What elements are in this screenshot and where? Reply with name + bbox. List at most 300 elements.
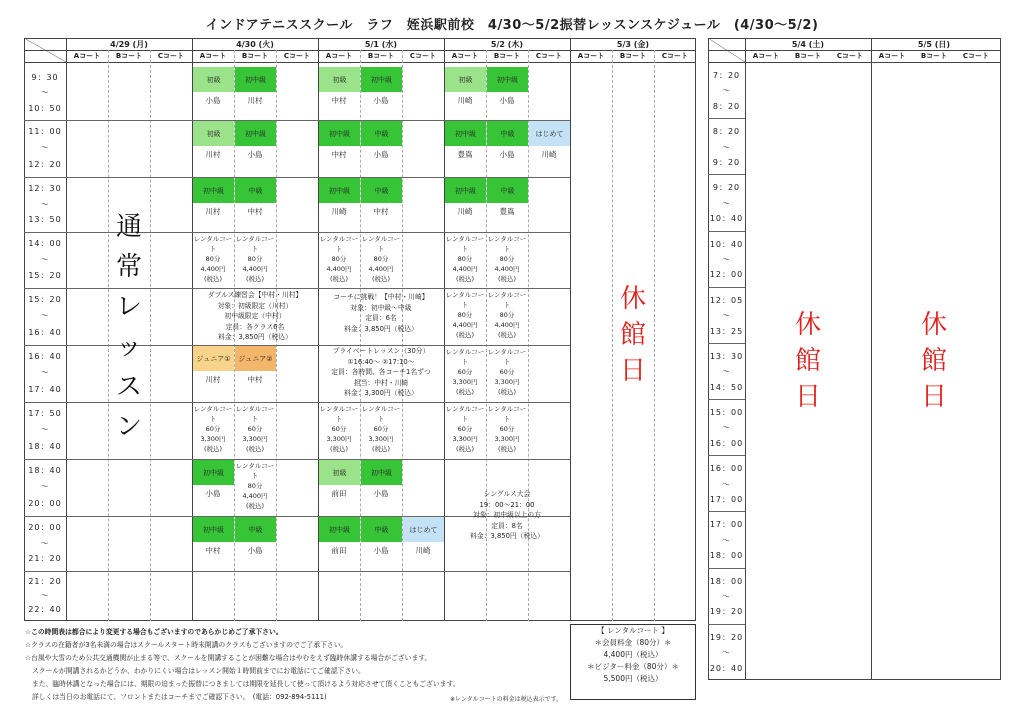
rental-text: ト bbox=[377, 415, 385, 423]
coach-name: 小島 bbox=[499, 96, 515, 105]
court-header: Cコート bbox=[409, 52, 437, 60]
time-text: ～ bbox=[40, 311, 50, 321]
level-cell: 初級 bbox=[193, 121, 234, 146]
time-slot bbox=[708, 180, 745, 236]
level-cell: 初中級 bbox=[193, 178, 234, 203]
time-text: ～ bbox=[40, 199, 50, 209]
level-cell: 初中級 bbox=[235, 121, 276, 146]
day-header: 5/4 (土) bbox=[791, 40, 825, 49]
time-slot bbox=[24, 575, 66, 625]
rental-text: 60分 bbox=[373, 425, 389, 433]
grid-line bbox=[66, 38, 67, 621]
time-slot bbox=[708, 461, 745, 517]
time-slot bbox=[24, 181, 66, 236]
closed-char: 休 bbox=[794, 310, 821, 340]
level-cell: 初中級 bbox=[487, 67, 528, 92]
rental-text: 80分 bbox=[499, 255, 515, 263]
time-text: ～ bbox=[722, 367, 731, 377]
grid-line bbox=[24, 459, 570, 460]
rental-text: レンタルコー bbox=[487, 235, 527, 243]
closed-char: 休 bbox=[619, 284, 646, 314]
time-text: 19：20 bbox=[709, 632, 744, 642]
rental-text: 80分 bbox=[331, 255, 347, 263]
rental-court-cell bbox=[444, 404, 486, 454]
event-text: 料金：3,850円（税込） bbox=[344, 324, 418, 333]
event-text: 料金：3,850円（税込） bbox=[470, 532, 544, 540]
grid-line bbox=[708, 50, 1001, 51]
time-text: 21：20 bbox=[28, 577, 62, 586]
rental-court-cell bbox=[234, 461, 276, 511]
rental-court-cell bbox=[486, 347, 528, 397]
rental-court-cell bbox=[234, 234, 276, 284]
coach-name: 小島 bbox=[205, 489, 221, 498]
level-cell: 中級 bbox=[487, 121, 528, 146]
level-cell: 初中級 bbox=[193, 460, 234, 485]
rental-text: 80分 bbox=[499, 311, 515, 319]
time-text: 12：20 bbox=[28, 159, 62, 169]
rental-footnote: ※レンタルコートの料金は税込表示です。 bbox=[450, 696, 563, 703]
rental-text: 4,400円 bbox=[494, 321, 520, 329]
rental-text: ト bbox=[209, 415, 217, 423]
time-text: 18：00 bbox=[709, 576, 744, 586]
rental-text: (税込) bbox=[203, 445, 223, 453]
rental-text: (税込) bbox=[497, 445, 517, 453]
corner-diagonal bbox=[24, 38, 66, 62]
time-slot bbox=[708, 630, 745, 686]
time-slot bbox=[708, 293, 745, 349]
court-header: Bコート bbox=[493, 52, 521, 60]
time-slot bbox=[24, 124, 66, 181]
court-header: Bコート bbox=[920, 52, 948, 60]
rental-text: 80分 bbox=[247, 482, 263, 490]
time-slot bbox=[24, 349, 66, 406]
coach-name: 豊嶌 bbox=[499, 207, 515, 216]
event-text: 担当：中村・川崎 bbox=[353, 378, 409, 387]
event-text: 料金：3,300円（税込） bbox=[344, 389, 418, 397]
rental-text: 3,300円 bbox=[494, 435, 520, 443]
coach-name: 中村 bbox=[331, 150, 347, 159]
grid-line bbox=[708, 399, 745, 400]
rental-fee-title: 【 レンタルコート 】 bbox=[597, 626, 669, 635]
event-text: 対象：初中級以上の方 bbox=[473, 511, 541, 519]
corner-diagonal bbox=[708, 38, 745, 62]
rental-text: レンタルコー bbox=[487, 348, 527, 356]
court-header: Bコート bbox=[241, 52, 269, 60]
time-text: ～ bbox=[40, 368, 50, 378]
coach-name: 豊嶌 bbox=[457, 150, 473, 159]
rental-text: ト bbox=[209, 245, 217, 253]
rental-text: (税込) bbox=[329, 275, 349, 283]
rental-text: (税込) bbox=[455, 331, 475, 339]
time-slot bbox=[24, 70, 66, 124]
court-header: Bコート bbox=[794, 52, 822, 60]
time-slot bbox=[708, 574, 745, 630]
level-cell: ジュニア① bbox=[193, 346, 234, 371]
court-header: Cコート bbox=[157, 52, 185, 60]
rental-court-cell bbox=[360, 404, 402, 454]
time-text: 20：00 bbox=[28, 498, 62, 508]
grid-line bbox=[708, 118, 745, 119]
rental-fee-line: ＊ビジター料金（80分）＊ bbox=[587, 662, 679, 671]
coach-name: 川村 bbox=[205, 375, 221, 384]
notice-line: また、臨時休講となった場合には、期限の迫まった振替につきましては期限を延長して使って頂けるよう対応させて頂くこともございます。 bbox=[32, 680, 460, 688]
grid-line bbox=[24, 232, 570, 233]
rental-text: 4,400円 bbox=[368, 265, 394, 273]
time-text: 10：50 bbox=[28, 103, 62, 113]
rental-court-cell bbox=[318, 404, 360, 454]
event-text: 料金：3,850円（税込） bbox=[218, 333, 292, 341]
time-text: 12：05 bbox=[709, 295, 744, 305]
rental-text: ト bbox=[251, 245, 259, 253]
level-cell: 中級 bbox=[361, 517, 402, 542]
rental-text: 60分 bbox=[499, 368, 515, 376]
level-cell: 初中級 bbox=[361, 67, 402, 92]
rental-court-cell bbox=[444, 290, 486, 340]
time-text: 18：00 bbox=[709, 551, 744, 561]
closed-char: 日 bbox=[619, 356, 646, 386]
rental-text: レンタルコー bbox=[445, 405, 485, 413]
rental-court-cell bbox=[486, 234, 528, 284]
time-text: ～ bbox=[722, 648, 731, 658]
rental-court-cell bbox=[234, 404, 276, 454]
time-text: ～ bbox=[40, 255, 50, 264]
time-text: 11：00 bbox=[28, 127, 62, 136]
closed-char: 館 bbox=[920, 346, 947, 376]
day-header: 4/29 (月) bbox=[110, 40, 148, 49]
level-cell: 初級 bbox=[319, 67, 360, 92]
time-text: 18：40 bbox=[28, 441, 62, 451]
coach-name: 小島 bbox=[373, 489, 389, 498]
grid-line bbox=[24, 402, 570, 403]
coach-name: 小島 bbox=[373, 96, 389, 105]
coach-name: 中村 bbox=[247, 375, 263, 384]
page-title: インドアテニススクール ラフ 姪浜駅前校 4/30～5/2振替レッスンスケジュール (4/30～5/2) bbox=[205, 18, 819, 33]
rental-text: 80分 bbox=[205, 255, 221, 263]
normal-lesson-char: ッ bbox=[115, 332, 142, 362]
rental-text: 60分 bbox=[247, 425, 263, 433]
grid-line bbox=[24, 571, 570, 572]
grid-line bbox=[708, 455, 745, 456]
court-header: Aコート bbox=[878, 52, 906, 60]
time-text: ～ bbox=[722, 423, 731, 433]
level-cell: 初中級 bbox=[319, 517, 360, 542]
coach-name: 川村 bbox=[247, 96, 263, 105]
day-header: 5/5 (日) bbox=[917, 40, 951, 49]
rental-text: ト bbox=[503, 415, 511, 423]
level-cell: 初中級 bbox=[319, 121, 360, 146]
closed-char: 休 bbox=[920, 310, 947, 340]
day-header: 5/3 (金) bbox=[616, 40, 650, 49]
time-text: 21：20 bbox=[28, 554, 62, 564]
time-text: ～ bbox=[40, 591, 50, 600]
time-text: ～ bbox=[40, 425, 50, 435]
time-text: 8：20 bbox=[712, 127, 741, 137]
time-text: 9：30 bbox=[31, 73, 59, 82]
court-header: Aコート bbox=[199, 52, 227, 60]
time-slot bbox=[24, 236, 66, 292]
rental-text: レンタルコー bbox=[487, 405, 527, 413]
rental-text: 3,300円 bbox=[368, 435, 394, 443]
rental-court-cell bbox=[318, 234, 360, 284]
grid-line bbox=[708, 568, 745, 569]
court-header: Cコート bbox=[836, 52, 864, 60]
rental-text: (税込) bbox=[455, 388, 475, 396]
rental-text: レンタルコー bbox=[193, 235, 233, 243]
rental-text: レンタルコー bbox=[445, 348, 485, 356]
rental-text: ト bbox=[335, 245, 343, 253]
closed-char: 日 bbox=[794, 382, 821, 412]
rental-text: レンタルコー bbox=[319, 235, 359, 243]
rental-text: レンタルコー bbox=[235, 235, 275, 243]
event-text: コーチに挑戦！【中村・川崎】 bbox=[333, 293, 429, 301]
normal-lesson-char: 常 bbox=[115, 252, 142, 282]
rental-text: 4,400円 bbox=[200, 265, 226, 273]
level-cell: 初中級 bbox=[361, 460, 402, 485]
time-text: 13：50 bbox=[28, 215, 62, 225]
rental-fee-line: 4,400円（税込） bbox=[603, 650, 663, 659]
rental-text: レンタルコー bbox=[193, 405, 233, 413]
grid-line bbox=[24, 345, 570, 346]
coach-name: 前田 bbox=[331, 546, 347, 555]
time-slot bbox=[708, 517, 745, 573]
time-slot bbox=[708, 237, 745, 293]
grid-line bbox=[745, 38, 746, 680]
time-slot bbox=[708, 68, 745, 124]
time-text: ～ bbox=[40, 538, 50, 548]
time-text: 20：00 bbox=[28, 523, 62, 532]
coach-name: 小島 bbox=[373, 150, 389, 159]
rental-text: 4,400円 bbox=[242, 492, 268, 500]
rental-text: レンタルコー bbox=[361, 235, 401, 243]
day-header: 5/2 (木) bbox=[490, 40, 524, 49]
level-cell: ジュニア② bbox=[235, 346, 276, 371]
coach-name: 川崎 bbox=[457, 96, 473, 105]
rental-text: レンタルコー bbox=[445, 291, 485, 299]
level-cell: 初中級 bbox=[319, 178, 360, 203]
court-header: Aコート bbox=[73, 52, 101, 60]
coach-name: 小島 bbox=[205, 96, 221, 105]
rental-text: (税込) bbox=[329, 445, 349, 453]
event-text: シングルス大会 bbox=[483, 490, 531, 498]
time-slot bbox=[708, 405, 745, 461]
time-text: ～ bbox=[40, 143, 50, 153]
grid-line bbox=[570, 38, 571, 621]
time-slot bbox=[24, 463, 66, 520]
time-text: ～ bbox=[722, 86, 731, 96]
court-header: Cコート bbox=[535, 52, 563, 60]
time-text: 9：20 bbox=[712, 183, 741, 193]
notice-line: ☆台風や大雪のため公共交通機関が止まる等で、スクールを開講することが困難な場合はやむをえず臨時休講する場合がございます。 bbox=[25, 654, 432, 662]
time-slot bbox=[24, 292, 66, 349]
time-text: 17：50 bbox=[28, 409, 62, 418]
rental-court-cell bbox=[192, 404, 234, 454]
grid-line bbox=[708, 343, 745, 344]
coach-name: 中村 bbox=[247, 207, 263, 216]
time-text: 9：20 bbox=[712, 157, 741, 167]
time-text: 14：00 bbox=[28, 239, 62, 248]
time-text: 7：20 bbox=[712, 71, 741, 80]
normal-lesson-char: レ bbox=[115, 292, 142, 322]
time-text: 16：40 bbox=[28, 327, 62, 337]
closed-char: 館 bbox=[619, 320, 646, 350]
normal-lesson-char: ン bbox=[115, 412, 142, 442]
level-cell: 中級 bbox=[361, 121, 402, 146]
rental-court-cell bbox=[486, 290, 528, 340]
rental-text: ト bbox=[461, 415, 469, 423]
court-header: Aコート bbox=[451, 52, 479, 60]
level-cell: 初級 bbox=[193, 67, 234, 92]
rental-text: 80分 bbox=[373, 255, 389, 263]
court-header: Cコート bbox=[661, 52, 689, 60]
rental-court-cell bbox=[444, 234, 486, 284]
rental-text: (税込) bbox=[203, 275, 223, 283]
rental-text: (税込) bbox=[455, 445, 475, 453]
time-text: 18：40 bbox=[28, 466, 62, 475]
event-text: 19：00～21：00 bbox=[479, 500, 535, 509]
rental-text: ト bbox=[335, 415, 343, 423]
rental-text: 4,400円 bbox=[326, 265, 352, 273]
level-cell: はじめて bbox=[529, 121, 570, 146]
court-header: Cコート bbox=[283, 52, 311, 60]
rental-text: レンタルコー bbox=[235, 462, 275, 470]
level-cell: 中級 bbox=[235, 178, 276, 203]
court-header: Bコート bbox=[115, 52, 143, 60]
grid-line bbox=[654, 50, 655, 621]
coach-name: 中村 bbox=[331, 96, 347, 105]
time-text: 22：40 bbox=[28, 605, 62, 614]
time-text: 15：20 bbox=[28, 271, 62, 280]
rental-text: 4,400円 bbox=[494, 265, 520, 273]
time-slot bbox=[708, 349, 745, 405]
level-cell: 中級 bbox=[235, 517, 276, 542]
rental-text: (税込) bbox=[497, 388, 517, 396]
rental-text: 60分 bbox=[331, 425, 347, 433]
time-text: ～ bbox=[40, 88, 50, 98]
time-text: 16：00 bbox=[709, 464, 744, 474]
time-text: 8：20 bbox=[712, 101, 741, 111]
event-text: 定員：8名 bbox=[491, 521, 523, 530]
level-cell: 初級 bbox=[319, 460, 360, 485]
notice-line: スクールが開講されるかどうか、わかりにくい場合はレッスン開始１時間前までにお電話にてご確認下さい。 bbox=[32, 667, 365, 675]
notice-line: ☆クラスの在籍者が3名未満の場合はスクールスタート時未開講のクラスもございますのでご了承下さい。 bbox=[25, 641, 348, 649]
time-text: 13：25 bbox=[709, 326, 744, 336]
level-cell: 初中級 bbox=[445, 121, 486, 146]
day-header: 5/1 (水) bbox=[364, 40, 398, 49]
event-text: 定員：6名 bbox=[365, 314, 397, 322]
time-text: 15：00 bbox=[709, 408, 744, 418]
normal-lesson-char: ス bbox=[115, 372, 142, 402]
grid-line bbox=[708, 511, 745, 512]
rental-text: 80分 bbox=[457, 311, 473, 319]
closed-char: 日 bbox=[920, 382, 947, 412]
time-text: 12：30 bbox=[28, 184, 62, 193]
notice-line: ☆この時間表は都合により変更する場合もございますのであらかじめご了承下さい。 bbox=[25, 628, 283, 636]
rental-fee-box bbox=[570, 624, 696, 700]
rental-text: 3,300円 bbox=[452, 435, 478, 443]
time-text: ～ bbox=[722, 535, 731, 545]
rental-text: ト bbox=[461, 245, 469, 253]
level-cell: 初中級 bbox=[235, 67, 276, 92]
rental-text: (税込) bbox=[455, 275, 475, 283]
time-text: ～ bbox=[722, 198, 731, 208]
rental-text: ト bbox=[503, 358, 511, 366]
time-text: 17：00 bbox=[709, 520, 744, 530]
event-text: ①16:40～ ②17:10～ bbox=[347, 357, 415, 366]
rental-text: 3,300円 bbox=[242, 435, 268, 443]
grid-line bbox=[871, 38, 872, 680]
coach-name: 小島 bbox=[373, 546, 389, 555]
level-cell: 中級 bbox=[361, 178, 402, 203]
day-header: 4/30 (火) bbox=[236, 40, 274, 49]
notice-line: 詳しくは当日のお電話にて、フロントまたはコーチまでご確認下さい。 (電話：092-894-5111) bbox=[32, 693, 327, 701]
event-box bbox=[192, 290, 318, 343]
rental-text: (税込) bbox=[245, 275, 265, 283]
coach-name: 中村 bbox=[373, 207, 389, 216]
rental-text: (税込) bbox=[371, 445, 391, 453]
court-header: Bコート bbox=[619, 52, 647, 60]
event-text: 対象：初中級～中級 bbox=[350, 303, 412, 312]
rental-text: (税込) bbox=[245, 502, 265, 510]
rental-text: 60分 bbox=[205, 425, 221, 433]
rental-text: レンタルコー bbox=[235, 405, 275, 413]
court-header: Aコート bbox=[577, 52, 605, 60]
coach-name: 小島 bbox=[499, 150, 515, 159]
time-text: 17：00 bbox=[709, 495, 744, 505]
rental-text: レンタルコー bbox=[319, 405, 359, 413]
coach-name: 川崎 bbox=[457, 207, 473, 216]
rental-text: 80分 bbox=[247, 255, 263, 263]
right-schedule-grid bbox=[708, 38, 1001, 680]
rental-text: ト bbox=[377, 245, 385, 253]
time-text: 20：40 bbox=[709, 663, 744, 673]
rental-text: 60分 bbox=[457, 425, 473, 433]
coach-name: 中村 bbox=[205, 546, 221, 555]
time-text: 10：40 bbox=[709, 214, 744, 224]
rental-text: 3,300円 bbox=[494, 378, 520, 386]
closed-char: 館 bbox=[794, 346, 821, 376]
event-text: 対象：初級限定（川村） bbox=[217, 301, 293, 310]
time-text: 17：40 bbox=[28, 384, 62, 394]
time-text: 19：20 bbox=[709, 607, 744, 617]
time-text: 16：00 bbox=[709, 438, 744, 448]
court-header: Cコート bbox=[962, 52, 990, 60]
event-text: ダブルス練習会【中村・川村】 bbox=[207, 291, 303, 299]
rental-text: ト bbox=[503, 301, 511, 309]
rental-court-cell bbox=[444, 347, 486, 397]
time-slot bbox=[708, 124, 745, 180]
rental-court-cell bbox=[192, 234, 234, 284]
rental-fee-line: 5,500円（税込） bbox=[603, 674, 663, 683]
rental-text: ト bbox=[461, 301, 469, 309]
rental-text: 3,300円 bbox=[200, 435, 226, 443]
time-text: ～ bbox=[722, 254, 731, 264]
time-text: ～ bbox=[722, 142, 731, 152]
grid-line bbox=[708, 287, 745, 288]
level-cell: はじめて bbox=[403, 517, 444, 542]
court-header: Aコート bbox=[752, 52, 780, 60]
rental-text: (税込) bbox=[371, 275, 391, 283]
rental-text: ト bbox=[251, 415, 259, 423]
rental-fee-line: ＊会員料金（80分）＊ bbox=[594, 638, 672, 647]
time-slot bbox=[24, 406, 66, 463]
time-text: ～ bbox=[722, 311, 731, 321]
rental-text: 60分 bbox=[499, 425, 515, 433]
coach-name: 小島 bbox=[247, 150, 263, 159]
rental-text: ト bbox=[503, 245, 511, 253]
event-text: プライベートレッスン（30分） bbox=[332, 347, 430, 355]
event-box bbox=[444, 489, 570, 542]
rental-text: 60分 bbox=[457, 368, 473, 376]
